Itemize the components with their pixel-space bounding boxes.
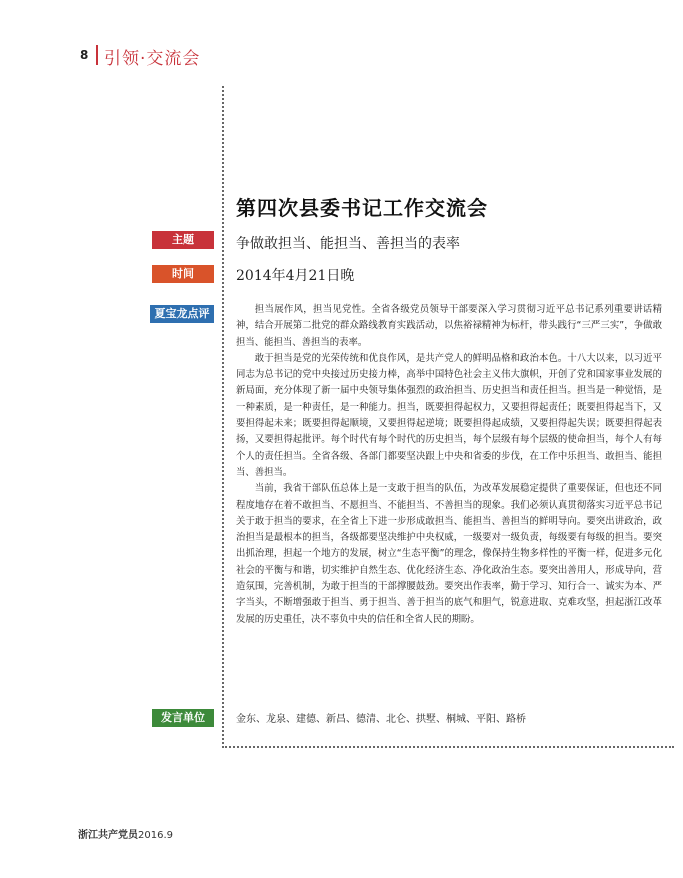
section-title: 引领·交流会	[104, 49, 201, 69]
theme-label: 主题	[152, 231, 214, 249]
vertical-dotted-rule	[222, 86, 224, 748]
time-label: 时间	[152, 265, 214, 283]
issue-number: 2016.9	[138, 830, 173, 841]
masthead-logo: 浙江共产党员	[78, 830, 138, 841]
time-value: 2014年4月21日晚	[236, 268, 355, 284]
review-body	[236, 302, 662, 628]
units-value: 金东、龙泉、建德、新昌、德清、北仑、拱墅、桐城、平阳、路桥	[236, 714, 526, 725]
section-divider	[96, 45, 98, 65]
footer	[78, 826, 173, 841]
review-label: 夏宝龙点评	[150, 305, 214, 323]
paragraph: 敢于担当是党的光荣传统和优良作风，是共产党人的鲜明品格和政治本色。十八大以来，以习近平同志为总书记的党中央接过历史接力棒，高举中国特色社会主义伟大旗帜，开创了党和国家事业发展的新局面，充分体现了新一届中央领导集体强烈的政治担当、历史担当和责任担当。担当是一种觉悟，是一种素质，是一种责任，是一种能力。担当，既要担得起权力，又要担得起责任；既要担得起当下，又要担得起未来；既要担得起顺境，又要担得起逆境；既要担得起成绩，又要担得起失误；既要担得起表扬，又要担得起批评。每个时代有每个时代的历史担当，每个层级有每个层级的使命担当，每个人有每个人的责任担当。全省各级、各部门都要坚决跟上中央和省委的步伐，在工作中乐担当、敢担当、能担当、善担当。	[236, 352, 662, 478]
page-number: 8	[80, 48, 89, 62]
units-label: 发言单位	[152, 709, 214, 727]
article-title: 第四次县委书记工作交流会	[236, 196, 488, 220]
paragraph: 担当展作风，担当见党性。全省各级党员领导干部要深入学习贯彻习近平总书记系列重要讲话精神，结合开展第二批党的群众路线教育实践活动，以焦裕禄精神为标杆，带头践行“三严三实”，争做敢担当、能担当、善担当的表率。	[236, 304, 662, 348]
theme-value: 争做敢担当、能担当、善担当的表率	[236, 236, 460, 252]
paragraph: 当前，我省干部队伍总体上是一支敢于担当的队伍，为改革发展稳定提供了重要保证，但也还不同程度地存在着不敢担当、不愿担当、不能担当、不善担当的现象。我们必须认真贯彻落实习近平总书记关于敢于担当的要求，在全省上下进一步形成敢担当、能担当、善担当的鲜明导向。要突出讲政治，政治担当是最根本的担当，各级都要坚决维护中央权威，一级要对一级负责，每级要有每级的担当。要突出抓治理，担起一个地方的发展，树立“生态平衡”的理念，像保持生物多样性的平衡一样，促进多元化社会的平衡与和谐，切实维护自然生态、优化经济生态、净化政治生态。要突出善用人，形成导向，营造氛围，完善机制，为敢于担当的干部撑腰鼓劲。要突出作表率，勤于学习、知行合一、诚实为本、严字当头，不断增强敢于担当、勇于担当、善于担当的底气和胆气，锐意进取、克难攻坚，担起浙江改革发展的历史重任，决不辜负中央的信任和全省人民的期盼。	[236, 483, 662, 625]
horizontal-dotted-rule	[222, 746, 674, 748]
